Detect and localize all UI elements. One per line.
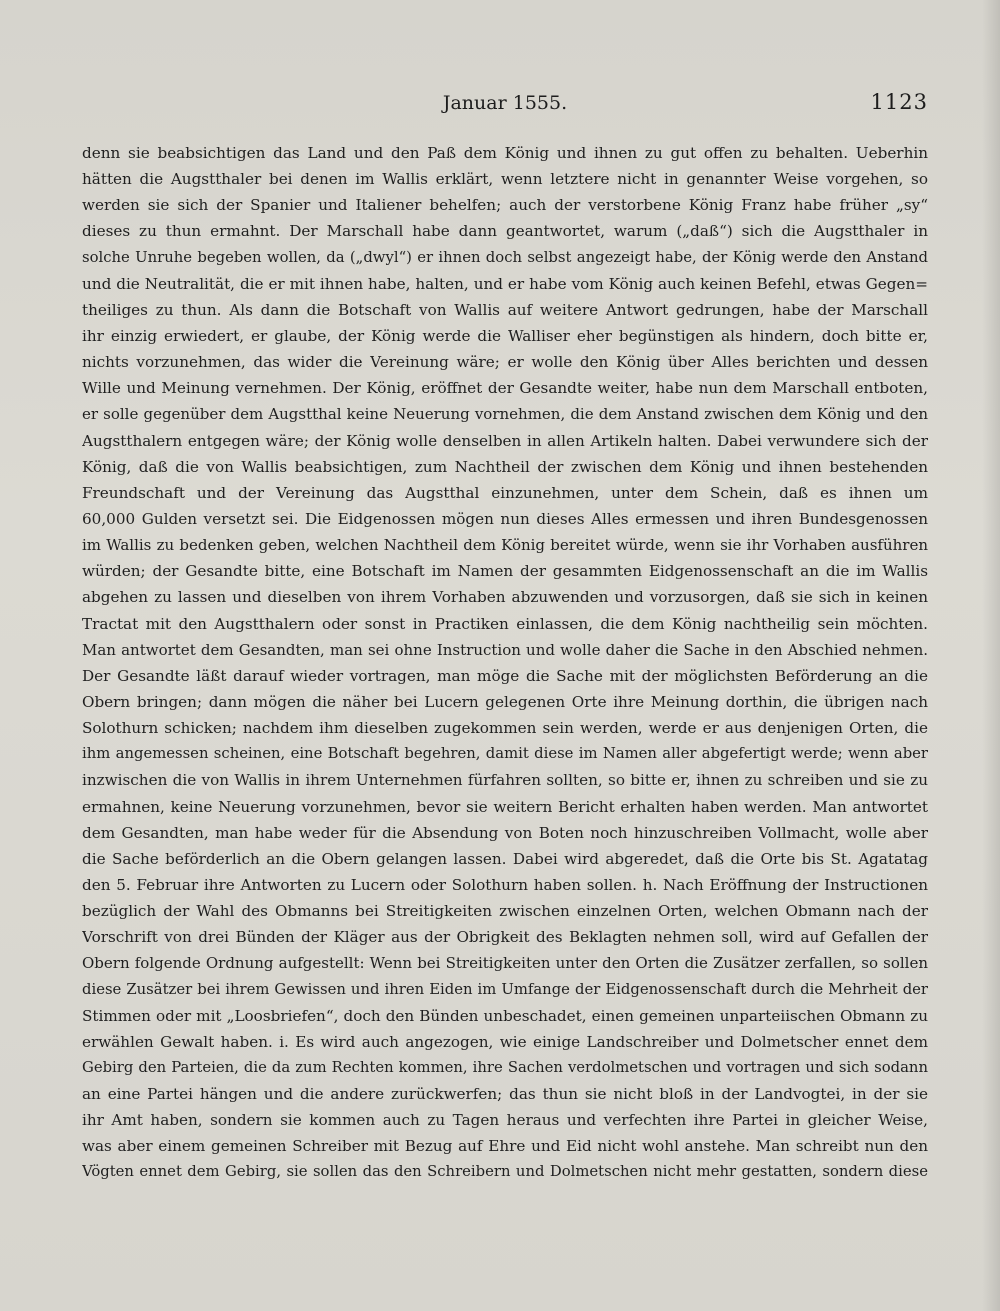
running-header [82,90,928,120]
text-line: Stimmen oder mit „Loosbriefen“, doch den Bünden unbeschadet, einen gemeinen unparteiischen Obmann zu [82,1006,928,1025]
text-line: Freundschaft und der Vereinung das Augstthal einzunehmen, unter dem Schein, daß es ihnen um [82,483,928,502]
text-line: Wille und Meinung vernehmen. Der König, eröffnet der Gesandte weiter, habe nun dem Marschall entboten, [82,379,928,398]
text-line: die Sache beförderlich an die Obern gelangen lassen. Dabei wird abgeredet, daß die Orte bis St. Agatatag [82,849,928,868]
text-line: an eine Partei hängen und die andere zurückwerfen; das thun sie nicht bloß in der Landvogtei, in der sie [82,1085,928,1104]
text-line: Augstthalern entgegen wäre; der König wolle denselben in allen Artikeln halten. Dabei verwundere sich der [82,431,928,450]
text-line: nichts vorzunehmen, das wider die Vereinung wäre; er wolle den König über Alles berichten und dessen [82,353,928,372]
text-line: König, daß die von Wallis beabsichtigen, zum Nachtheil der zwischen dem König und ihnen bestehenden [82,457,928,476]
text-line: ermahnen, keine Neuerung vorzunehmen, bevor sie weitern Bericht erhalten haben werden. Man antwortet [82,797,928,816]
text-line: diese Zusätzer bei ihrem Gewissen und ihren Eiden im Umfange der Eidgenossenschaft durch die Mehrheit der [82,980,928,998]
text-line: Man antwortet dem Gesandten, man sei ohne Instruction und wolle daher die Sache in den Abschied nehmen. [82,640,928,659]
page-edge-shadow [982,0,1000,1311]
text-line: und die Neutralität, die er mit ihnen habe, halten, und er habe vom König auch keinen Befehl, etwas Gegen= [82,274,928,293]
text-line: Vögten ennet dem Gebirg, sie sollen das den Schreibern und Dolmetschen nicht mehr gestatten, sondern diese [82,1163,928,1181]
text-line: würden; der Gesandte bitte, eine Botschaft im Namen der gesammten Eidgenossenschaft an die im Wallis [82,562,928,581]
text-line: Solothurn schicken; nachdem ihm dieselben zugekommen sein werden, werde er aus denjenigen Orten, die [82,719,928,738]
text-line: Vorschrift von drei Bünden der Kläger aus der Obrigkeit des Beklagten nehmen soll, wird auf Gefallen der [82,928,928,947]
text-line: den 5. Februar ihre Antworten zu Lucern oder Solothurn haben sollen. h. Nach Eröffnung der Instructionen [82,875,928,894]
text-line: ihr einzig erwiedert, er glaube, der König werde die Walliser eher begünstigen als hindern, doch bitte er, [82,326,928,345]
text-line: er solle gegenüber dem Augstthal keine Neuerung vornehmen, die dem Anstand zwischen dem König und den [82,405,928,424]
text-line: ihm angemessen scheinen, eine Botschaft begehren, damit diese im Namen aller abgefertigt werde; wenn aber [82,745,928,763]
body-text [82,140,928,1186]
text-line: was aber einem gemeinen Schreiber mit Bezug auf Ehre und Eid nicht wohl anstehe. Man schreibt nun den [82,1137,928,1156]
text-line: bezüglich der Wahl des Obmanns bei Streitigkeiten zwischen einzelnen Orten, welchen Obmann nach der [82,902,928,921]
text-line: 60,000 Gulden versetzt sei. Die Eidgenossen mögen nun dieses Alles ermessen und ihren Bundesgenossen [82,509,928,528]
text-line: Tractat mit den Augstthalern oder sonst in Practiken einlassen, die dem König nachtheilig sein möchten. [82,614,928,633]
text-line: erwählen Gewalt haben. i. Es wird auch angezogen, wie einige Landschreiber und Dolmetscher ennet dem [82,1032,928,1051]
text-line: im Wallis zu bedenken geben, welchen Nachtheil dem König bereitet würde, wenn sie ihr Vorhaben ausführen [82,536,928,555]
text-line: dieses zu thun ermahnt. Der Marschall habe dann geantwortet, warum („daß“) sich die Augstthaler in [82,222,928,241]
text-line: Der Gesandte läßt darauf wieder vortragen, man möge die Sache mit der möglichsten Beförderung an die [82,666,928,685]
text-line: dem Gesandten, man habe weder für die Absendung von Boten noch hinzuschreiben Vollmacht, wolle aber [82,823,928,842]
text-line: ihr Amt haben, sondern sie kommen auch zu Tagen heraus und verfechten ihre Partei in gleicher Weise, [82,1111,928,1130]
text-line: theiliges zu thun. Als dann die Botschaft von Wallis auf weitere Antwort gedrungen, habe der Marschall [82,300,928,319]
text-line: Obern folgende Ordnung aufgestellt: Wenn bei Streitigkeiten unter den Orten die Zusätzer zerfallen, so sollen [82,954,928,973]
text-line: abgehen zu lassen und dieselben von ihrem Vorhaben abzuwenden und vorzusorgen, daß sie sich in keinen [82,588,928,607]
text-line: Obern bringen; dann mögen die näher bei Lucern gelegenen Orte ihre Meinung dorthin, die übrigen nach [82,692,928,711]
text-line: denn sie beabsichtigen das Land und den Paß dem König und ihnen zu gut offen zu behalten. Ueberhin [82,144,928,162]
text-line: solche Unruhe begeben wollen, da („dwyl“) er ihnen doch selbst angezeigt habe, der König werde den Anstand [82,248,928,266]
text-line: Gebirg den Parteien, die da zum Rechten kommen, ihre Sachen verdolmetschen und vortragen und sich sodann [82,1058,928,1076]
text-line: hätten die Augstthaler bei denen im Wallis erklärt, wenn letztere nicht in genannter Weise vorgehen, so [82,170,928,189]
header-title: Januar 1555. [442,92,568,114]
text-line: inzwischen die von Wallis in ihrem Unternehmen fürfahren sollten, so bitte er, ihnen zu schreiben und sie zu [82,771,928,790]
page-number: 1123 [870,90,928,114]
text-line: werden sie sich der Spanier und Italiener behelfen; auch der verstorbene König Franz habe früher „sy“ [82,196,928,215]
